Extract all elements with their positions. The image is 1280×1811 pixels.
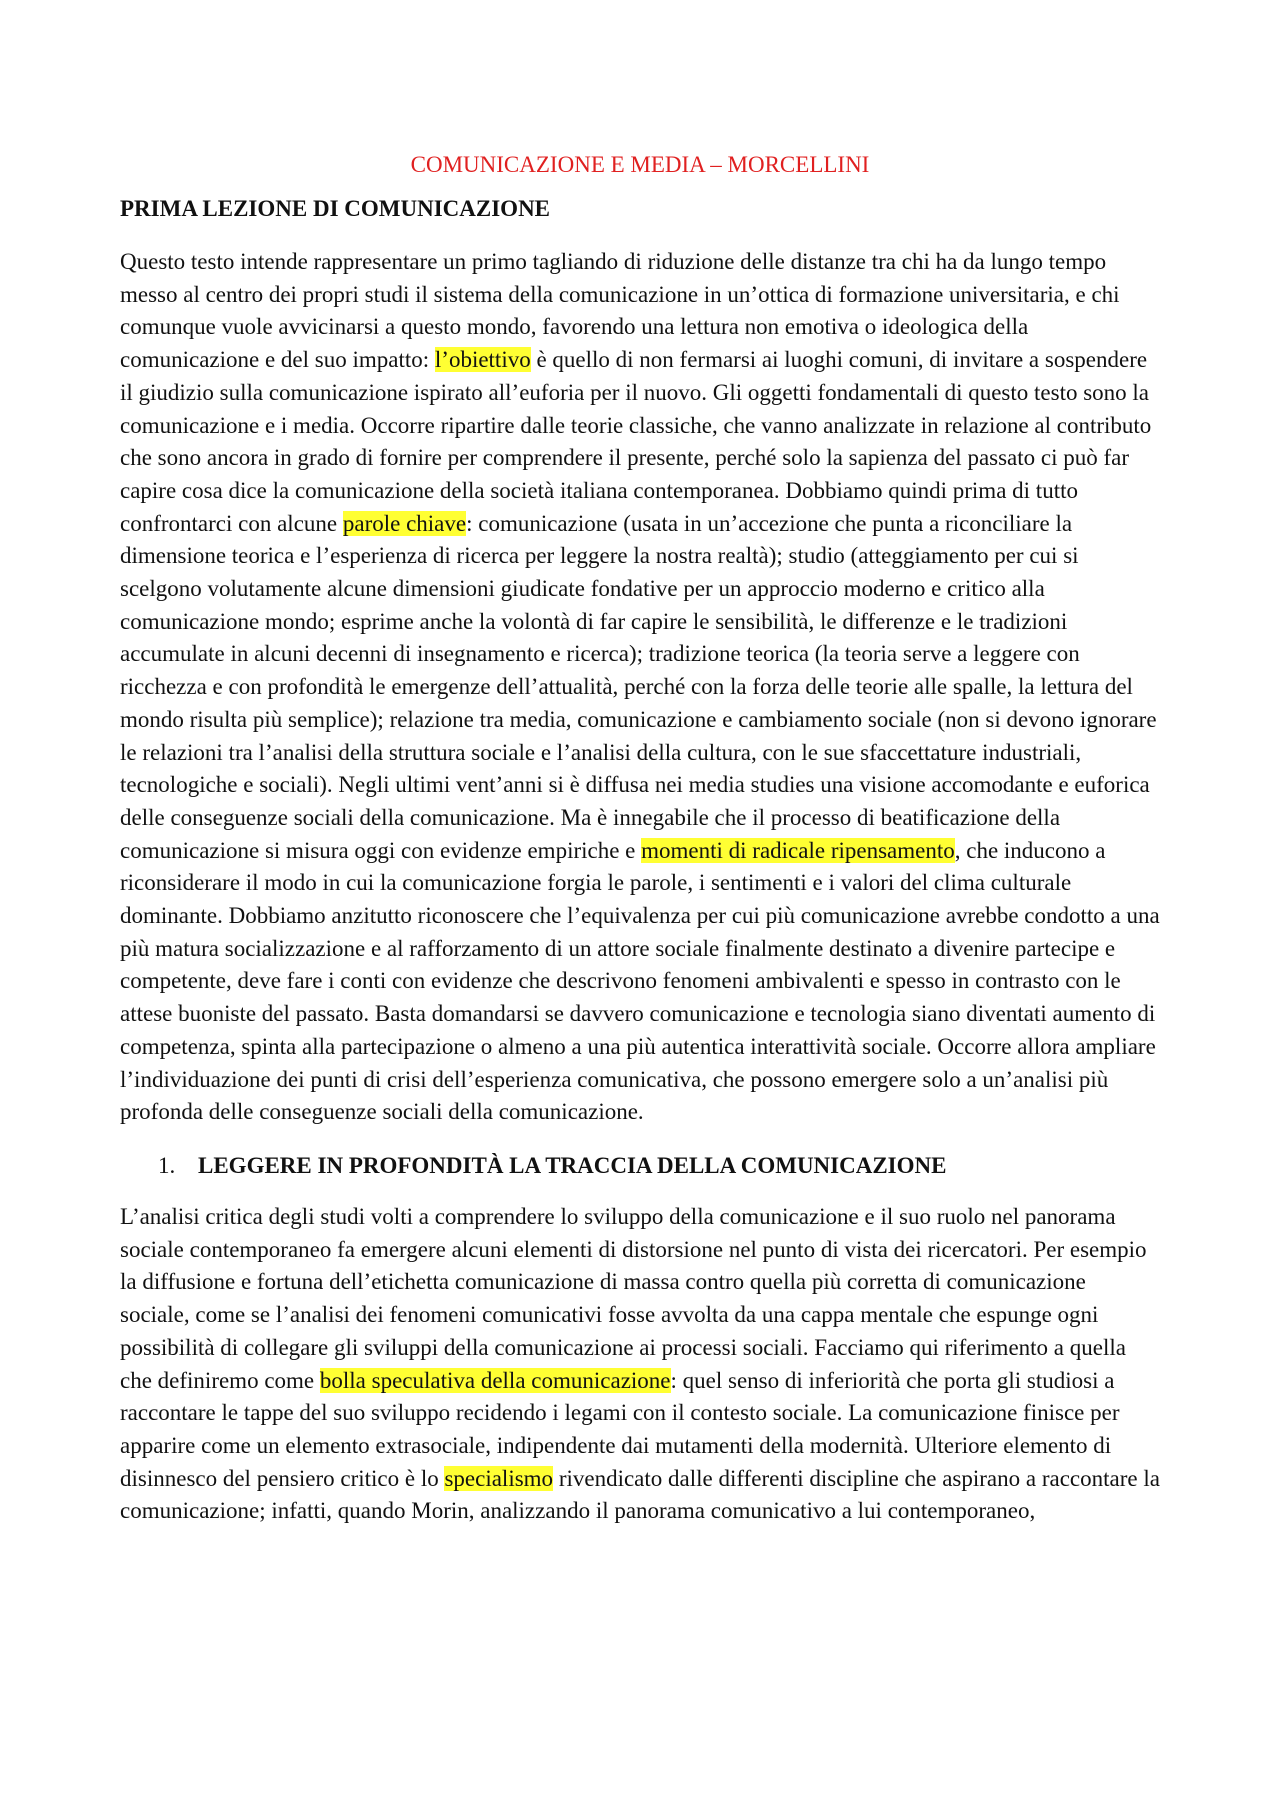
paragraph-text: L’analisi critica degli studi volti a comprendere lo sviluppo della comunicazione e il suo ruolo nel panorama sociale contemporaneo fa emergere alcuni elementi di distorsione nel punto di vista dei ricercatori. Per esempio la diffusione e fortuna dell’etichetta comunicazione di massa contro quella più corretta di comunicazione sociale, come se l’analisi dei fenomeni comunicativi fosse avvolta da una cappa mentale che espunge ogni possibilità di collegare gli sviluppi della comunicazione ai processi sociali. Facciamo qui riferimento a quella che definiremo come	[120, 1203, 1147, 1393]
numbered-section-heading	[120, 1151, 1160, 1181]
highlighted-text: l’obiettivo	[434, 347, 531, 373]
document-title: COMUNICAZIONE E MEDIA – MORCELLINI	[410, 152, 870, 177]
paragraph-text: rivendicato dalle differenti discipline che aspirano a raccontare la comunicazione; infatti, quando Morin, analizzando il panorama comunicativo a lui contemporaneo,	[120, 1465, 1160, 1524]
paragraph-text: Questo testo intende rappresentare un primo tagliando di riduzione delle distanze tra chi ha da lungo tempo messo al centro dei propri studi il sistema della comunicazione in un’ottica di formazione universitaria, e chi comunque vuole avvicinarsi a questo mondo, favorendo una lettura non emotiva o ideologica della comunicazione e del suo impatto:	[120, 249, 1120, 373]
paragraph-text: : comunicazione (usata in un’accezione che punta a riconciliare la dimensione teorica e l’esperienza di ricerca per leggere la nostra realtà); studio (atteggiamento per cui si scelgono volutamente alcune dimensioni giudicate fondative per un approccio moderno e critico alla comunicazione mondo; esprime anche la volontà di far capire le sensibilità, le differenze e le tradizioni accumulate in alcuni decenni di insegnamento e ricerca); tradizione teorica (la teoria serve a leggere con ricchezza e con profondità le emergenze dell’attualità, perché con la forza delle teorie alle spalle, la lettura del mondo risulta più semplice); relazione tra media, comunicazione e cambiamento sociale (non si devono ignorare le relazioni tra l’analisi della struttura sociale e l’analisi della cultura, con le sue sfaccettature industriali, tecnologiche e sociali). Negli ultimi vent’anni si è diffusa nei media studies una visione accomodante e euforica delle conseguenze sociali della comunicazione. Ma è innegabile che il processo di beatificazione della comunicazione si misura oggi con evidenze empiriche e	[120, 510, 1157, 863]
highlighted-text: specialismo	[444, 1465, 554, 1491]
section-heading-text: LEGGERE IN PROFONDITÀ LA TRACCIA DELLA COMUNICAZIONE	[198, 1152, 947, 1178]
paragraph-text: , che inducono a riconsiderare il modo in cui la comunicazione forgia le parole, i sentimenti e i valori del clima culturale dominante. Dobbiamo anzitutto riconoscere che l’equivalenza per cui più comunicazione avrebbe condotto a una più matura socializzazione e al rafforzamento di un attore sociale finalmente destinato a divenire partecipe e competente, deve fare i conti con evidenze che descrivono fenomeni ambivalenti e spesso in contrasto con le attese buoniste del passato. Basta domandarsi se davvero comunicazione e tecnologia siano diventati aumento di competenza, spinta alla partecipazione o almeno a una più autentica interattività sociale. Occorre allora ampliare l’individuazione dei punti di crisi dell’esperienza comunicativa, che possono emergere solo a un’analisi più profonda delle conseguenze sociali della comunicazione.	[120, 837, 1160, 1125]
highlighted-text: momenti di radicale ripensamento	[641, 837, 955, 863]
paragraph-intro	[120, 246, 1160, 1129]
paragraph-text: : quel senso di inferiorità che porta gli studiosi a raccontare le tappe del suo sviluppo recidendo i legami con il contesto sociale. La comunicazione finisce per apparire come un elemento extrasociale, indipendente dai mutamenti della modernità. Ulteriore elemento di disinnesco del pensiero critico è lo	[120, 1367, 1120, 1491]
section-number: 1.	[158, 1152, 176, 1178]
highlighted-text: parole chiave	[342, 510, 467, 536]
section-heading: PRIMA LEZIONE DI COMUNICAZIONE	[120, 196, 551, 221]
paragraph-section-1	[120, 1201, 1160, 1528]
paragraph-text: è quello di non fermarsi ai luoghi comuni, di invitare a sospendere il giudizio sulla comunicazione ispirato all’euforia per il nuovo. Gli oggetti fondamentali di questo testo sono la comunicazione e i media. Occorre ripartire dalle teorie classiche, che vanno analizzate in relazione al contributo che sono ancora in grado di fornire per comprendere il presente, perché solo la sapienza del passato ci può far capire cosa dice la comunicazione della società italiana contemporanea. Dobbiamo quindi prima di tutto confrontarci con alcune	[120, 347, 1152, 536]
highlighted-text: bolla speculativa della comunicazione	[319, 1367, 671, 1393]
